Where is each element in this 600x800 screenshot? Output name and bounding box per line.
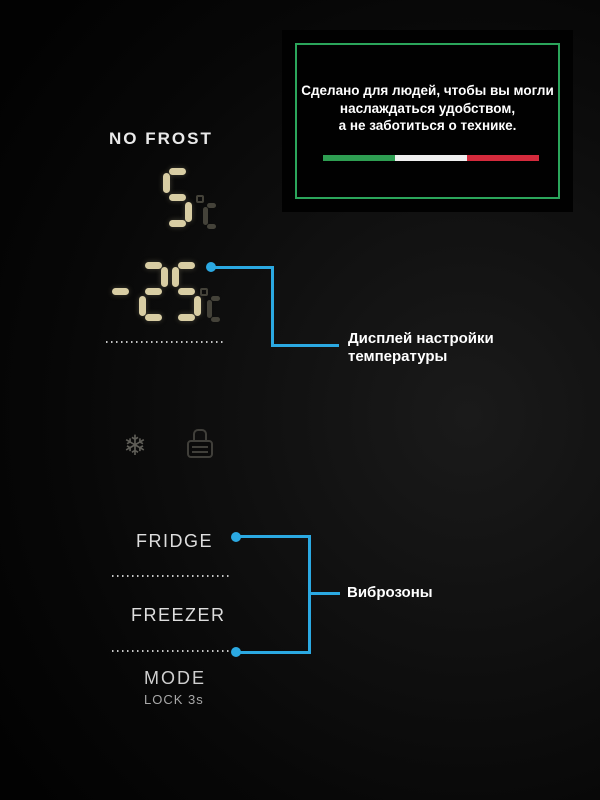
promo-text: Сделано для людей, чтобы вы могли наслаждаться удобством, а не заботиться о технике. xyxy=(301,83,554,133)
vibro-zones-annotation: Виброзоны xyxy=(347,584,433,601)
fridge-temp-display xyxy=(163,168,192,227)
celsius-unit-icon xyxy=(200,288,222,322)
freezer-temp-digits xyxy=(106,262,201,321)
callout-line xyxy=(308,592,340,595)
mode-touch-zone[interactable]: MODE xyxy=(144,668,206,688)
separator-dotted-line xyxy=(106,341,224,343)
callout-line xyxy=(271,344,339,347)
callout-line xyxy=(236,535,311,538)
callout-line xyxy=(211,266,274,269)
callout-line xyxy=(236,651,311,654)
snowflake-icon: ❄ xyxy=(123,430,147,461)
freezer-touch-zone[interactable]: FREEZER xyxy=(131,605,226,625)
italian-flag-stripe xyxy=(323,155,539,161)
no-frost-label: NO FROST xyxy=(109,129,213,148)
promo-info-box xyxy=(282,30,573,212)
fridge-touch-zone[interactable]: FRIDGE xyxy=(136,531,214,551)
fridge-temp-digits xyxy=(163,168,192,227)
callout-dot xyxy=(231,647,241,657)
mode-lock-hint: LOCK 3s xyxy=(144,692,204,707)
separator-dotted-line xyxy=(112,575,230,577)
separator-dotted-line xyxy=(112,650,230,652)
lock-icon xyxy=(186,429,216,465)
callout-line xyxy=(271,266,274,347)
temperature-display-annotation: Дисплей настройки температуры xyxy=(348,330,494,365)
freezer-temp-display xyxy=(106,262,201,321)
celsius-unit-icon xyxy=(196,195,218,229)
